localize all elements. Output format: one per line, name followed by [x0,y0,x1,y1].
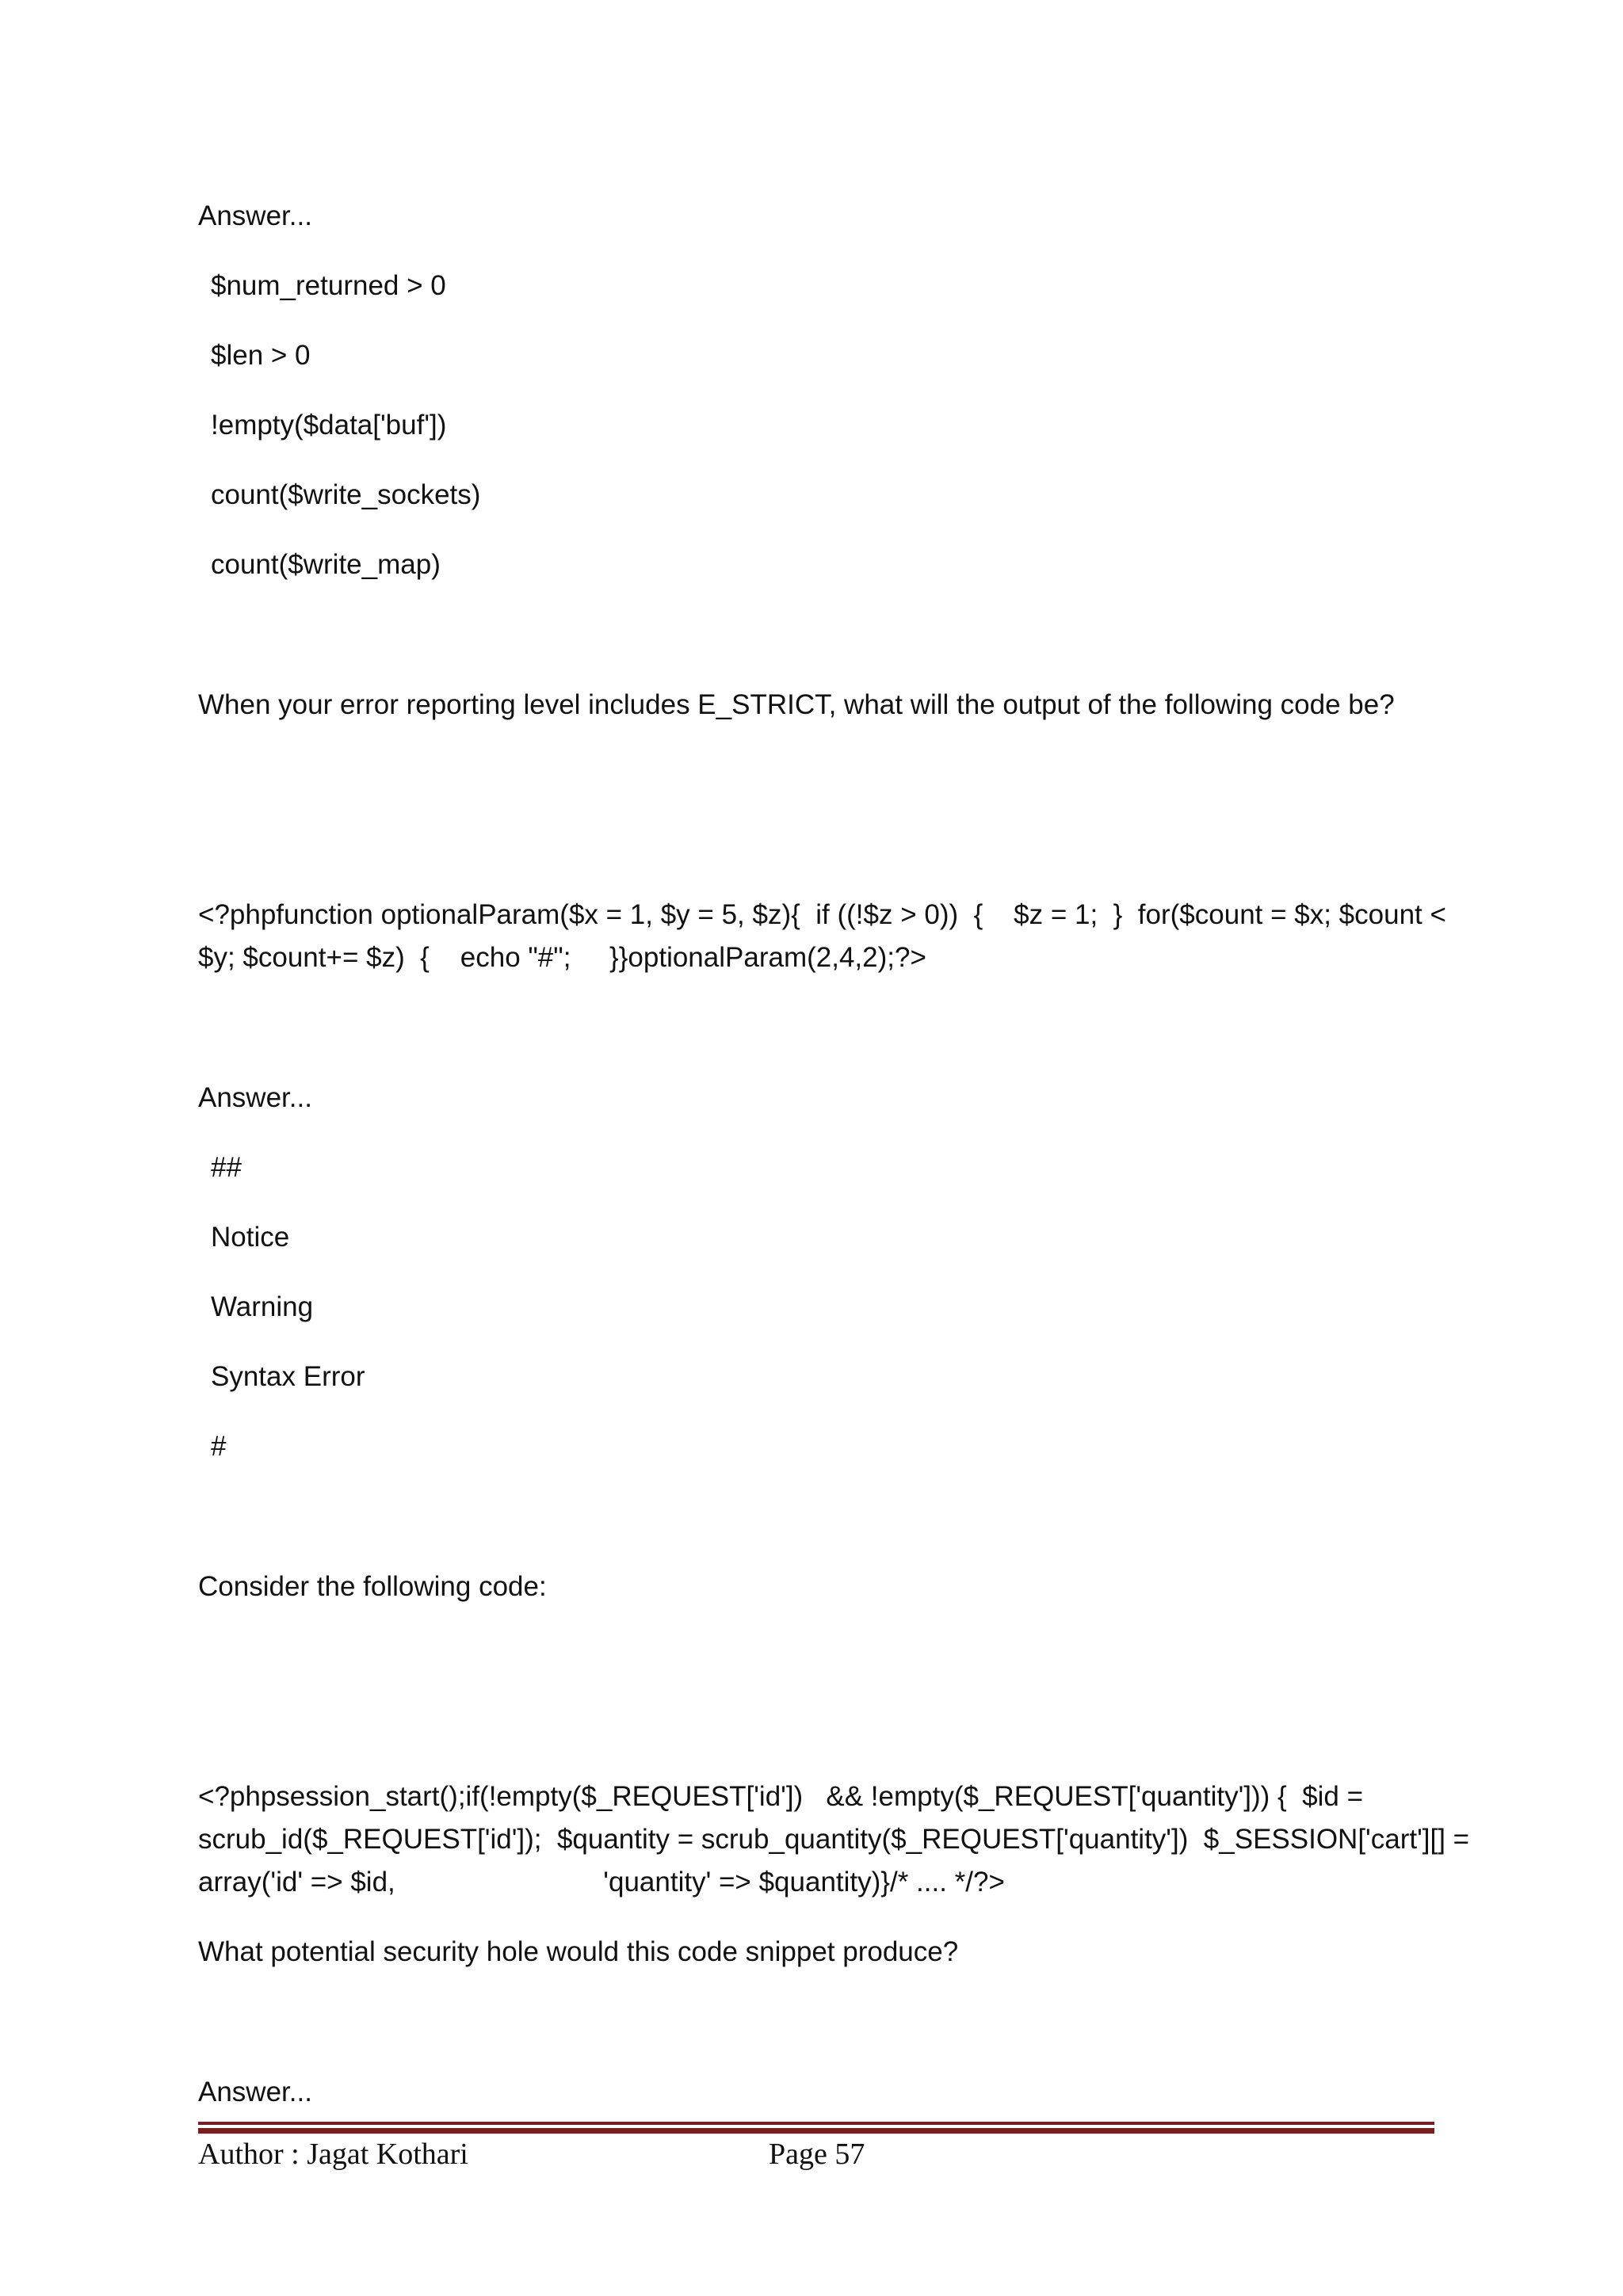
footer-rule-top [198,2122,1434,2125]
answer-option: ## [211,1152,242,1183]
answer-option: Syntax Error [211,1361,365,1392]
answer-option: # [211,1431,227,1462]
answer-option: $num_returned > 0 [211,270,446,301]
code-line: scrub_id($_REQUEST['id']); $quantity = scrub_quantity($_REQUEST['quantity']) $_SESSION['cart'][] = [198,1824,1470,1855]
code-line: <?phpfunction optionalParam($x = 1, $y = 5, $z){ if ((!$z > 0)) { $z = 1; } for($count = $x; $count < [198,899,1446,930]
answer-option: $len > 0 [211,340,311,371]
footer-author: Author : Jagat Kothari [198,2138,468,2171]
footer-page-number: Page 57 [769,2138,865,2171]
question-prompt: When your error reporting level includes E_STRICT, what will the output of the following code be? [198,689,1395,720]
footer-rule-bottom [198,2128,1434,2134]
answer-option: Warning [211,1291,314,1322]
answer-label: Answer... [198,200,312,231]
code-line: <?phpsession_start();if(!empty($_REQUEST['id']) && !empty($_REQUEST['quantity'])) { $id = [198,1781,1364,1812]
answer-label: Answer... [198,1082,312,1113]
answer-label: Answer... [198,2077,312,2107]
answer-option: Notice [211,1222,290,1253]
answer-option: !empty($data['buf']) [211,410,447,441]
question-followup: What potential security hole would this code snippet produce? [198,1936,959,1967]
code-line: array('id' => $id, 'quantity' => $quantity)}/* .... */?> [198,1867,1005,1897]
code-line: $y; $count+= $z) { echo "#"; }}optionalParam(2,4,2);?> [198,942,926,973]
answer-option: count($write_sockets) [211,479,481,510]
answer-option: count($write_map) [211,549,441,580]
question-prompt: Consider the following code: [198,1571,547,1602]
